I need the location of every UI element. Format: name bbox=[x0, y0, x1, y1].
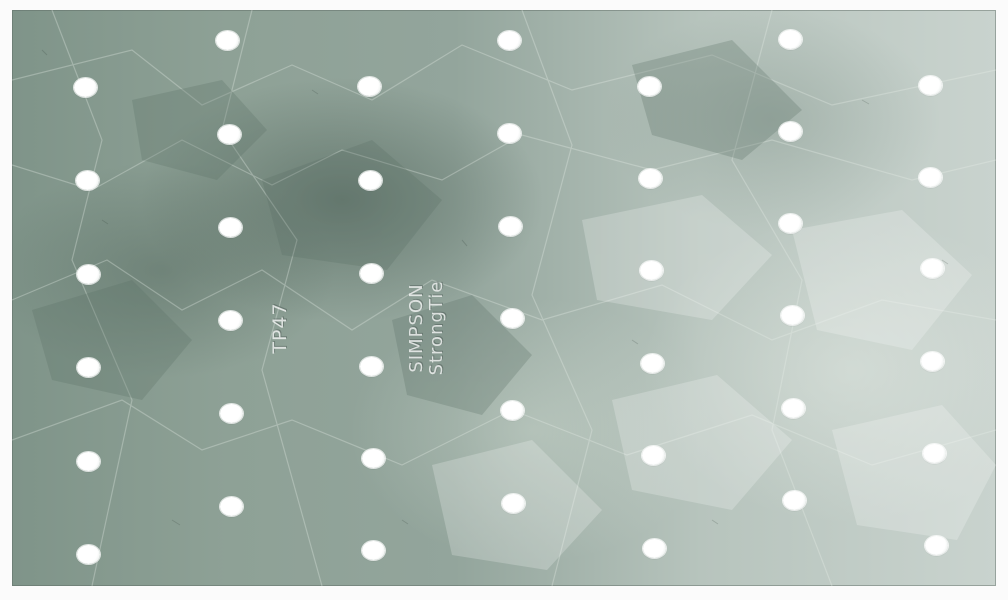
nail-hole-r2-c4 bbox=[919, 76, 942, 95]
nail-hole-r5-c3 bbox=[779, 214, 802, 233]
nail-hole-r6-c3 bbox=[640, 261, 663, 280]
stamped-brand-line-1: SIMPSON bbox=[406, 283, 427, 373]
nail-hole-r9-c2 bbox=[501, 401, 524, 420]
nail-hole-r6-c1 bbox=[77, 265, 100, 284]
nail-hole-r7-c1 bbox=[219, 311, 242, 330]
nail-hole-r11-c1 bbox=[220, 497, 243, 516]
nail-hole-r11-c2 bbox=[502, 494, 525, 513]
nail-hole-r1-c3 bbox=[779, 30, 802, 49]
stamped-brand-mark bbox=[407, 281, 447, 376]
nail-hole-r10-c1 bbox=[77, 452, 100, 471]
nail-hole-r3-c3 bbox=[779, 122, 802, 141]
nail-hole-r2-c2 bbox=[358, 77, 381, 96]
nail-hole-r8-c4 bbox=[921, 352, 944, 371]
nail-hole-r12-c3 bbox=[643, 539, 666, 558]
nail-hole-r4-c1 bbox=[76, 171, 99, 190]
nail-hole-r9-c3 bbox=[782, 399, 805, 418]
steel-tie-plate bbox=[12, 10, 996, 586]
nail-hole-r2-c1 bbox=[74, 78, 97, 97]
nail-hole-r1-c1 bbox=[216, 31, 239, 50]
nail-hole-r6-c2 bbox=[360, 264, 383, 283]
nail-hole-r10-c3 bbox=[642, 446, 665, 465]
nail-hole-r12-c1 bbox=[77, 545, 100, 564]
nail-hole-r5-c1 bbox=[219, 218, 242, 237]
nail-hole-r9-c1 bbox=[220, 404, 243, 423]
nail-hole-r3-c2 bbox=[498, 124, 521, 143]
stamped-model-number: TP47 bbox=[269, 302, 291, 354]
nail-hole-r10-c4 bbox=[923, 444, 946, 463]
stamped-brand-line-2: StrongTie bbox=[426, 280, 447, 376]
nail-hole-r12-c2 bbox=[362, 541, 385, 560]
nail-hole-r11-c3 bbox=[783, 491, 806, 510]
nail-hole-r7-c2 bbox=[501, 309, 524, 328]
nail-hole-r12-c4 bbox=[925, 536, 948, 555]
nail-hole-r3-c1 bbox=[218, 125, 241, 144]
nail-hole-r1-c2 bbox=[498, 31, 521, 50]
nail-hole-r8-c1 bbox=[77, 358, 100, 377]
nail-hole-r6-c4 bbox=[921, 259, 944, 278]
nail-hole-r2-c3 bbox=[638, 77, 661, 96]
nail-hole-r4-c2 bbox=[359, 171, 382, 190]
nail-hole-r10-c2 bbox=[362, 449, 385, 468]
nail-hole-r8-c3 bbox=[641, 354, 664, 373]
nail-hole-r5-c2 bbox=[499, 217, 522, 236]
nail-hole-r7-c3 bbox=[781, 306, 804, 325]
nail-hole-r4-c4 bbox=[919, 168, 942, 187]
nail-hole-r8-c2 bbox=[360, 357, 383, 376]
nail-hole-r4-c3 bbox=[639, 169, 662, 188]
